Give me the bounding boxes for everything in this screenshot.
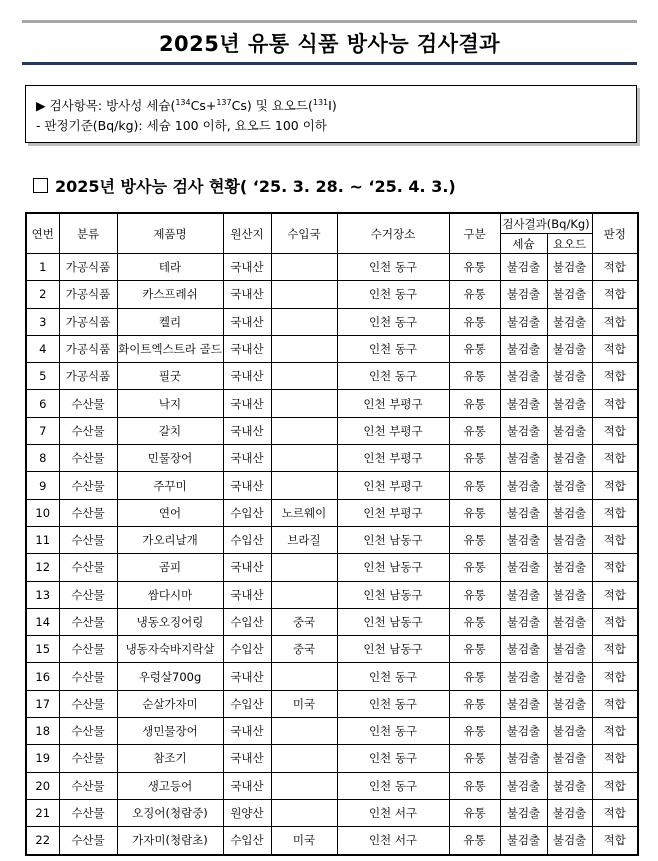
table-row xyxy=(26,335,638,362)
table-row xyxy=(26,663,638,690)
cell-product: 생민물장어 xyxy=(117,718,223,745)
cell-type: 유통 xyxy=(449,390,500,417)
cell-origin: 국내산 xyxy=(223,472,271,499)
cell-no: 20 xyxy=(26,772,59,799)
cell-type: 유통 xyxy=(449,718,500,745)
cell-type: 유통 xyxy=(449,417,500,444)
cell-category: 수산물 xyxy=(59,663,117,690)
cell-category: 수산물 xyxy=(59,445,117,472)
cell-cesium: 불검출 xyxy=(500,827,547,855)
cell-no: 14 xyxy=(26,608,59,635)
cell-cesium: 불검출 xyxy=(500,799,547,826)
cell-type: 유통 xyxy=(449,581,500,608)
header-type: 구분 xyxy=(449,213,500,254)
cell-location: 인천 남동구 xyxy=(337,554,449,581)
cell-product: 오징어(청람중) xyxy=(117,799,223,826)
cell-iodine: 불검출 xyxy=(547,608,592,635)
cell-product: 카스프레쉬 xyxy=(117,281,223,308)
table-row xyxy=(26,827,638,855)
cell-no: 13 xyxy=(26,581,59,608)
cell-type: 유통 xyxy=(449,363,500,390)
cell-verdict: 적합 xyxy=(592,526,638,553)
cell-import-country xyxy=(271,663,337,690)
cell-iodine: 불검출 xyxy=(547,445,592,472)
cell-iodine: 불검출 xyxy=(547,281,592,308)
cell-iodine: 불검출 xyxy=(547,772,592,799)
cell-no: 22 xyxy=(26,827,59,855)
cell-product: 가자미(청람초) xyxy=(117,827,223,855)
cell-no: 11 xyxy=(26,526,59,553)
cell-import-country xyxy=(271,472,337,499)
cell-location: 인천 동구 xyxy=(337,690,449,717)
cell-import-country xyxy=(271,718,337,745)
cell-import-country xyxy=(271,363,337,390)
cell-category: 수산물 xyxy=(59,417,117,444)
cell-origin: 국내산 xyxy=(223,554,271,581)
cell-verdict: 적합 xyxy=(592,417,638,444)
cell-location: 인천 남동구 xyxy=(337,608,449,635)
i-close: I) xyxy=(328,98,337,114)
cell-product: 생고등어 xyxy=(117,772,223,799)
cell-origin: 국내산 xyxy=(223,772,271,799)
cell-type: 유통 xyxy=(449,745,500,772)
cell-origin: 국내산 xyxy=(223,417,271,444)
cell-location: 인천 남동구 xyxy=(337,526,449,553)
cell-category: 수산물 xyxy=(59,472,117,499)
cell-import-country xyxy=(271,445,337,472)
cell-type: 유통 xyxy=(449,472,500,499)
cell-verdict: 적합 xyxy=(592,335,638,362)
cell-import-country: 중국 xyxy=(271,636,337,663)
header-product: 제품명 xyxy=(117,213,223,254)
header-cesium: 세슘 xyxy=(500,234,547,254)
cell-category: 가공식품 xyxy=(59,308,117,335)
top-rule xyxy=(22,20,637,23)
cell-origin: 수입산 xyxy=(223,690,271,717)
cell-type: 유통 xyxy=(449,308,500,335)
cell-import-country: 미국 xyxy=(271,827,337,855)
cell-location: 인천 동구 xyxy=(337,335,449,362)
cell-location: 인천 부평구 xyxy=(337,499,449,526)
cell-no: 17 xyxy=(26,690,59,717)
cell-no: 19 xyxy=(26,745,59,772)
cell-cesium: 불검출 xyxy=(500,718,547,745)
cell-verdict: 적합 xyxy=(592,308,638,335)
cell-no: 5 xyxy=(26,363,59,390)
cell-no: 4 xyxy=(26,335,59,362)
cell-origin: 국내산 xyxy=(223,390,271,417)
cell-verdict: 적합 xyxy=(592,281,638,308)
arrow-marker-icon: ▶ xyxy=(36,98,46,114)
cell-import-country: 노르웨이 xyxy=(271,499,337,526)
cell-no: 6 xyxy=(26,390,59,417)
cell-location: 인천 동구 xyxy=(337,308,449,335)
cell-verdict: 적합 xyxy=(592,445,638,472)
cell-cesium: 불검출 xyxy=(500,526,547,553)
table-row xyxy=(26,581,638,608)
cell-import-country xyxy=(271,581,337,608)
table-row xyxy=(26,718,638,745)
cell-category: 수산물 xyxy=(59,390,117,417)
cell-verdict: 적합 xyxy=(592,772,638,799)
cell-location: 인천 동구 xyxy=(337,772,449,799)
table-row xyxy=(26,281,638,308)
cell-verdict: 적합 xyxy=(592,690,638,717)
table-row xyxy=(26,772,638,799)
cell-iodine: 불검출 xyxy=(547,827,592,855)
cell-import-country: 미국 xyxy=(271,690,337,717)
cell-category: 가공식품 xyxy=(59,335,117,362)
cell-import-country xyxy=(271,390,337,417)
cs134-mass: 134 xyxy=(175,98,191,107)
cell-location: 인천 남동구 xyxy=(337,581,449,608)
header-origin: 원산지 xyxy=(223,213,271,254)
inspection-info-box xyxy=(25,85,637,143)
cell-iodine: 불검출 xyxy=(547,636,592,663)
cell-category: 수산물 xyxy=(59,718,117,745)
cell-product: 민물장어 xyxy=(117,445,223,472)
cell-cesium: 불검출 xyxy=(500,608,547,635)
cell-no: 9 xyxy=(26,472,59,499)
cell-location: 인천 남동구 xyxy=(337,636,449,663)
cell-origin: 국내산 xyxy=(223,581,271,608)
cell-origin: 수입산 xyxy=(223,827,271,855)
cell-no: 1 xyxy=(26,254,59,281)
cell-product: 냉동오징어링 xyxy=(117,608,223,635)
cell-verdict: 적합 xyxy=(592,254,638,281)
table-row xyxy=(26,608,638,635)
section-heading xyxy=(33,174,456,197)
cell-import-country: 브라질 xyxy=(271,526,337,553)
header-result: 검사결과(Bq/Kg) xyxy=(500,213,592,234)
table-row xyxy=(26,363,638,390)
cell-verdict: 적합 xyxy=(592,745,638,772)
cell-category: 수산물 xyxy=(59,799,117,826)
cell-import-country xyxy=(271,335,337,362)
cell-import-country xyxy=(271,799,337,826)
cell-verdict: 적합 xyxy=(592,499,638,526)
cell-no: 2 xyxy=(26,281,59,308)
cell-iodine: 불검출 xyxy=(547,390,592,417)
cell-category: 가공식품 xyxy=(59,254,117,281)
table-row xyxy=(26,445,638,472)
cell-origin: 수입산 xyxy=(223,526,271,553)
cell-no: 10 xyxy=(26,499,59,526)
cell-origin: 국내산 xyxy=(223,718,271,745)
cell-product: 우렁살700g xyxy=(117,663,223,690)
cell-verdict: 적합 xyxy=(592,581,638,608)
header-verdict: 판정 xyxy=(592,213,638,254)
cell-cesium: 불검출 xyxy=(500,254,547,281)
cell-origin: 수입산 xyxy=(223,499,271,526)
cell-category: 수산물 xyxy=(59,690,117,717)
cell-no: 8 xyxy=(26,445,59,472)
page-title: 2025년 유통 식품 방사능 검사결과 xyxy=(158,32,501,56)
cell-import-country xyxy=(271,254,337,281)
cell-category: 수산물 xyxy=(59,608,117,635)
cell-type: 유통 xyxy=(449,636,500,663)
table-row xyxy=(26,636,638,663)
cell-origin: 원양산 xyxy=(223,799,271,826)
cell-cesium: 불검출 xyxy=(500,472,547,499)
cell-product: 가오리날개 xyxy=(117,526,223,553)
cell-import-country xyxy=(271,417,337,444)
cell-origin: 수입산 xyxy=(223,608,271,635)
cell-iodine: 불검출 xyxy=(547,718,592,745)
table-row xyxy=(26,799,638,826)
cell-iodine: 불검출 xyxy=(547,526,592,553)
cell-cesium: 불검출 xyxy=(500,390,547,417)
cell-product: 테라 xyxy=(117,254,223,281)
cell-cesium: 불검출 xyxy=(500,581,547,608)
cell-verdict: 적합 xyxy=(592,472,638,499)
cell-no: 7 xyxy=(26,417,59,444)
cell-product: 낙지 xyxy=(117,390,223,417)
table-row xyxy=(26,745,638,772)
cell-location: 인천 서구 xyxy=(337,827,449,855)
cell-iodine: 불검출 xyxy=(547,745,592,772)
cell-iodine: 불검출 xyxy=(547,363,592,390)
cell-verdict: 적합 xyxy=(592,827,638,855)
cell-category: 수산물 xyxy=(59,526,117,553)
cell-type: 유통 xyxy=(449,335,500,362)
cell-cesium: 불검출 xyxy=(500,554,547,581)
cell-type: 유통 xyxy=(449,827,500,855)
cell-type: 유통 xyxy=(449,445,500,472)
cell-type: 유통 xyxy=(449,608,500,635)
table-row xyxy=(26,417,638,444)
header-iodine: 요오드 xyxy=(547,234,592,254)
cell-origin: 국내산 xyxy=(223,335,271,362)
header-no: 연번 xyxy=(26,213,59,254)
cell-type: 유통 xyxy=(449,526,500,553)
cell-category: 수산물 xyxy=(59,827,117,855)
inspection-items-line xyxy=(36,91,636,114)
cell-cesium: 불검출 xyxy=(500,636,547,663)
cell-cesium: 불검출 xyxy=(500,445,547,472)
inspection-items-label: 검사항목: 방사성 세슘( xyxy=(49,98,176,114)
cell-location: 인천 부평구 xyxy=(337,390,449,417)
cell-type: 유통 xyxy=(449,281,500,308)
cell-product: 갈치 xyxy=(117,417,223,444)
i131-mass: 131 xyxy=(312,98,329,107)
criteria-line: - 판정기준(Bq/kg): 세슘 100 이하, 요오드 100 이하 xyxy=(36,118,327,133)
cell-product: 화이트엑스트라 골드 xyxy=(117,335,223,362)
cell-iodine: 불검출 xyxy=(547,690,592,717)
results-table xyxy=(25,212,639,856)
cell-verdict: 적합 xyxy=(592,636,638,663)
cell-origin: 국내산 xyxy=(223,745,271,772)
cell-category: 수산물 xyxy=(59,554,117,581)
cell-location: 인천 동구 xyxy=(337,718,449,745)
table-row xyxy=(26,526,638,553)
cell-location: 인천 서구 xyxy=(337,799,449,826)
header-category: 분류 xyxy=(59,213,117,254)
cell-verdict: 적합 xyxy=(592,554,638,581)
table-row xyxy=(26,308,638,335)
cell-type: 유통 xyxy=(449,690,500,717)
cell-product: 순살가자미 xyxy=(117,690,223,717)
cell-import-country xyxy=(271,554,337,581)
cell-category: 수산물 xyxy=(59,499,117,526)
header-location: 수거장소 xyxy=(337,213,449,254)
cell-location: 인천 부평구 xyxy=(337,472,449,499)
cell-iodine: 불검출 xyxy=(547,663,592,690)
cell-category: 가공식품 xyxy=(59,281,117,308)
table-row xyxy=(26,472,638,499)
cell-cesium: 불검출 xyxy=(500,363,547,390)
cell-type: 유통 xyxy=(449,663,500,690)
cell-import-country: 중국 xyxy=(271,608,337,635)
cell-iodine: 불검출 xyxy=(547,417,592,444)
cell-cesium: 불검출 xyxy=(500,335,547,362)
cell-location: 인천 동구 xyxy=(337,745,449,772)
table-row xyxy=(26,390,638,417)
cell-iodine: 불검출 xyxy=(547,799,592,826)
table-body xyxy=(26,254,638,855)
title-rule xyxy=(22,62,637,65)
cell-product: 켈리 xyxy=(117,308,223,335)
cell-cesium: 불검출 xyxy=(500,690,547,717)
cell-cesium: 불검출 xyxy=(500,281,547,308)
cell-product: 곰피 xyxy=(117,554,223,581)
cell-category: 수산물 xyxy=(59,581,117,608)
table-row xyxy=(26,690,638,717)
cell-origin: 국내산 xyxy=(223,281,271,308)
cell-iodine: 불검출 xyxy=(547,472,592,499)
cell-category: 수산물 xyxy=(59,745,117,772)
cell-type: 유통 xyxy=(449,499,500,526)
cell-origin: 국내산 xyxy=(223,308,271,335)
cell-iodine: 불검출 xyxy=(547,581,592,608)
cell-verdict: 적합 xyxy=(592,663,638,690)
cell-product: 쌈다시마 xyxy=(117,581,223,608)
cell-cesium: 불검출 xyxy=(500,663,547,690)
cell-location: 인천 동구 xyxy=(337,363,449,390)
cell-product: 참조기 xyxy=(117,745,223,772)
cell-cesium: 불검출 xyxy=(500,308,547,335)
cell-iodine: 불검출 xyxy=(547,254,592,281)
cell-type: 유통 xyxy=(449,799,500,826)
cell-origin: 국내산 xyxy=(223,445,271,472)
cell-origin: 국내산 xyxy=(223,254,271,281)
cell-import-country xyxy=(271,281,337,308)
cell-origin: 수입산 xyxy=(223,636,271,663)
cell-type: 유통 xyxy=(449,772,500,799)
cell-location: 인천 동구 xyxy=(337,254,449,281)
cell-product: 주꾸미 xyxy=(117,472,223,499)
cell-location: 인천 부평구 xyxy=(337,445,449,472)
cell-no: 16 xyxy=(26,663,59,690)
table-row xyxy=(26,554,638,581)
cell-verdict: 적합 xyxy=(592,799,638,826)
cell-product: 냉동자숙바지락살 xyxy=(117,636,223,663)
cell-origin: 국내산 xyxy=(223,663,271,690)
cell-location: 인천 부평구 xyxy=(337,417,449,444)
table-row xyxy=(26,499,638,526)
cell-cesium: 불검출 xyxy=(500,499,547,526)
cell-iodine: 불검출 xyxy=(547,554,592,581)
cell-iodine: 불검출 xyxy=(547,335,592,362)
table-row xyxy=(26,254,638,281)
cs137-mass: 137 xyxy=(216,98,232,107)
cell-no: 18 xyxy=(26,718,59,745)
cell-product: 필굿 xyxy=(117,363,223,390)
cell-type: 유통 xyxy=(449,554,500,581)
cell-category: 수산물 xyxy=(59,636,117,663)
cell-type: 유통 xyxy=(449,254,500,281)
cell-product: 연어 xyxy=(117,499,223,526)
cell-location: 인천 동구 xyxy=(337,281,449,308)
cell-no: 15 xyxy=(26,636,59,663)
cell-no: 3 xyxy=(26,308,59,335)
cell-iodine: 불검출 xyxy=(547,308,592,335)
cell-origin: 국내산 xyxy=(223,363,271,390)
cs-close: Cs) 및 요오드( xyxy=(231,98,313,114)
cell-import-country xyxy=(271,745,337,772)
cell-verdict: 적합 xyxy=(592,608,638,635)
cell-category: 수산물 xyxy=(59,772,117,799)
cell-no: 21 xyxy=(26,799,59,826)
cell-verdict: 적합 xyxy=(592,718,638,745)
cell-location: 인천 동구 xyxy=(337,663,449,690)
cell-cesium: 불검출 xyxy=(500,417,547,444)
cell-verdict: 적합 xyxy=(592,363,638,390)
section-title: 2025년 방사능 검사 현황( ‘25. 3. 28. ~ ‘25. 4. 3.) xyxy=(55,177,456,196)
cell-verdict: 적합 xyxy=(592,390,638,417)
cell-no: 12 xyxy=(26,554,59,581)
cell-import-country xyxy=(271,772,337,799)
cell-import-country xyxy=(271,308,337,335)
cell-cesium: 불검출 xyxy=(500,772,547,799)
header-import-country: 수입국 xyxy=(271,213,337,254)
cs-plus: Cs+ xyxy=(190,98,217,114)
checkbox-square-icon xyxy=(33,178,48,193)
cell-cesium: 불검출 xyxy=(500,745,547,772)
cell-iodine: 불검출 xyxy=(547,499,592,526)
cell-category: 가공식품 xyxy=(59,363,117,390)
